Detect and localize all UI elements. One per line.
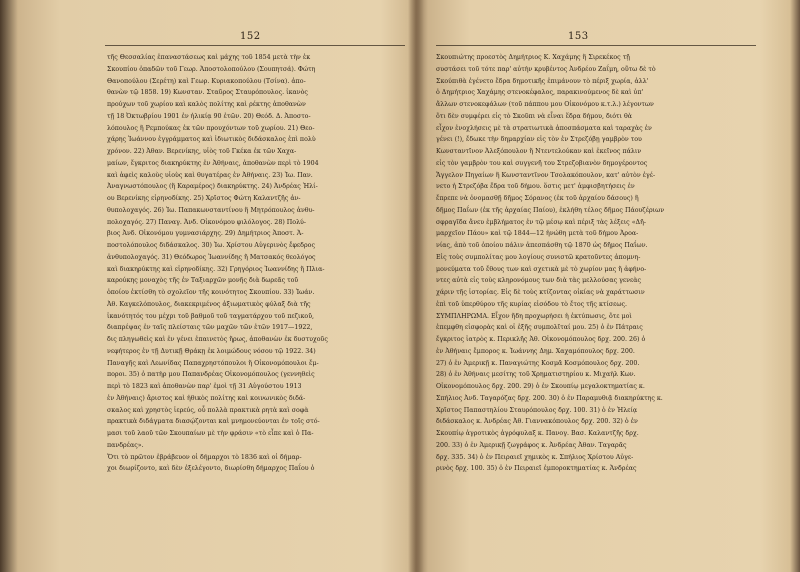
text-line: πανδρέας». — [107, 441, 144, 449]
text-line: δρχ. 335. 34) ὁ ἐν Πειραιεῖ χημικὸς κ. Σπήλιος Χρίστου Αὐγε- — [436, 453, 634, 461]
text-line: δις πληγωθεὶς καὶ ἐν γένει ἐπαινετὸς ἥρως, ἀποθανὼν ἐκ δυστυχοῦς — [107, 336, 328, 343]
text-line: Ἀναγνωστόπουλος (ἢ Καραμέρος) διακηρύκτης. 24) Ἀνδρέας Ἠλί- — [107, 183, 318, 191]
text-line: θυπολοχαγός. 26) Ἰω. Παπακωνσταντίνου ἢ Μητρόπουλος ἀνθυ- — [107, 206, 315, 214]
text-line: ντες αὐτὰ εἰς τοὺς κληρονόμους των διὰ τὰς μελλούσας γενεὰς — [436, 277, 642, 285]
text-line: δῆμος Παΐων (ἐκ τῆς ἀρχαίας Παίου), ἐκλήθη τέλος δῆμος Πάουζέριων — [436, 206, 665, 214]
header-rule — [105, 45, 405, 46]
text-line: 27) ὁ ἐν Ἀμερικῇ κ. Παναγιώτης Κοσμᾶ Κοσμόπουλος δρχ. 200. — [436, 359, 640, 367]
text-line: μαρχεῖον Πάου» καὶ τῷ 1844—12 ἠνώθη μετὰ τοῦ δήμου Ἀροα- — [436, 230, 639, 238]
text-line: νεφήτερος ἐν τῇ Δυτικῇ Θράκῃ ἐκ λοιμώδους νόσου τῷ 1922. 34) — [107, 347, 316, 355]
text-line: ΣΥΜΠΛΗΡΩΜΑ. Εἶχον ἤδη προχωρήσει ἡ ἐκτύπωσις, ὅτε μοὶ — [436, 312, 632, 320]
text-line: εἶχον ἐνοχλήσεις μὲ τὰ στρατιωτικὰ ἀποσπάσματα καὶ ταραχὰς ἐν — [436, 124, 652, 132]
text-line: Ὅτι τὸ πρῶτον ἐβράβευον οἱ δήμαρχοι τὸ 1836 καὶ οἱ δήμαρ- — [107, 453, 302, 461]
text-line: ποροι. 35) ὁ πατὴρ μου Παπανδρέας Οἰκονομόπουλος (γεννηθεὶς — [107, 371, 315, 379]
text-line: ὁποίου ἐκτίσθη τὸ σχολεῖον τῆς κοινότητος Σκουπίου. 33) Ἰωάν. — [107, 289, 315, 296]
text-line: Σκουπίου ὁπαδῶν τοῦ Γεωρ. Ἀποστολοπούλου (Σουπητσά). Φώτη — [107, 65, 316, 73]
text-line: 200. 33) ὁ ἐν Ἀμερικῇ ζωγράφος κ. Ἀνδρέας Ἀθαν. Ταγαρᾶς — [436, 441, 627, 449]
text-line: ἄλλων στενοκεφάλων (τοῦ πάππου μου Οἰκονόμου κ.τ.λ.) λέγοντων — [436, 101, 654, 108]
right-page — [428, 0, 768, 572]
text-line: Ἄγγελον Πηγαίων ἢ Κωνσταντῖνον Τσολακόπουλον, κατ' αὐτὸν ἐγέ- — [436, 171, 656, 179]
text-line: καὶ ἀφεὶς καλοὺς υἱοὺς καὶ θυγατέρας ἐν Ἀθήναις. 23) Ἰω. Παν. — [107, 171, 313, 179]
text-line: ἀνθυπολοχαγός. 31) Θεόδωρος Ἰωαννίδης ἢ Ματσακός θεολόγος — [107, 253, 316, 261]
text-line: ἐν Ἀθήναις) ἄριστος καὶ ἠθικὸς πολίτης καὶ κοινωνικὸς διδά- — [107, 394, 306, 402]
text-line: διδάσκαλος κ. Ἀνδρέας Ἀθ. Γιαννακόπουλος δρχ. 200. 32) ὁ ἐν — [436, 418, 638, 426]
text-line: ἐν Ἀθήναις ἔμπορος κ. Ἰωάννης Δημ. Χαχαμόπουλος δρχ. 200. — [436, 347, 635, 355]
text-line: μαίων, ἔγκριτος διακηρύκτης ἐν Ἀθήναις, ἀποθανὼν περὶ τὸ 1904 — [107, 159, 319, 167]
text-line: ἱκανότητός του μέχρι τοῦ βαθμοῦ τοῦ ταγματάρχου τοῦ πεζικοῦ, — [107, 312, 315, 320]
text-line: Χρῖστος Παπαστηλίου Σταυρόπουλος δρχ. 100. 31) ὁ ἐν Ἠλείᾳ — [436, 406, 638, 414]
text-line: Σκούπιθὰ ἐγένετο ἕδρα δημοτικῆς ἐπιμάνουν τὸ πέριξ χωρία, ἀλλ' — [436, 77, 649, 85]
text-line: γένει (!), ἔδωκε τὴν δημαρχίαν εἰς τὸν ἐν Στρεζόβῃ γαμβρὸν του — [436, 136, 642, 144]
text-line: Ἀθ. Καγκελόπουλος, διακεκριμένος ἀξιωματικὸς φύλαξ διὰ τῆς — [107, 300, 311, 308]
text-line: ἐπὶ τοῦ ὑπερθύρου τῆς κυρίας εἰσόδου τὸ ἔτος τῆς κτίσεως. — [436, 300, 628, 308]
text-line: νίας, ἀπὸ τοῦ ὁποίου πάλιν ἀπεσπάσθη τῷ 1870 ὡς δῆμος Παΐων. — [436, 242, 648, 249]
text-line: ἔπρεπε νὰ ὀνομασθῇ δῆμος Σόρανος (ἐκ τοῦ ἀρχαίου δάσους) ἢ — [436, 195, 639, 202]
text-line: Εἰς τοὺς συμπολίτας μου λογίους συνιστῶ κρατοῦντες ἀπομνη- — [436, 253, 641, 261]
page-number: 153 — [568, 31, 589, 42]
text-line: πρακτικὰ διδάγματα διασῴζονται καὶ μνημονεύονται ἐν τοῖς στό- — [107, 418, 320, 426]
text-line: λόπουλος ἢ Ρεμπούκας ἐκ τῶν προυχόντων τοῦ χωρίου. 21) Θεο- — [107, 124, 315, 132]
text-line: Οἰκονομόπουλος δρχ. 200. 29) ὁ ἐν Σκουπίῳ μεγαλοκτηματίας κ. — [436, 383, 645, 390]
left-page — [95, 0, 415, 572]
text-line: ρινὸς δρχ. 100. 35) ὁ ἐν Πειραιεῖ ἐμποροκτηματίας κ. Ἀνδρέας — [436, 465, 637, 473]
text-line: θανὼν τῷ 1858. 19) Κωνσταν. Σταῦρος Σταυρόπουλος. ἱκανὸς — [107, 89, 308, 97]
text-line: νετο ἡ Στρεζόβα ἕδρα τοῦ δήμου. ὅστις μετ' ἀμφισβητήσεις ἐν — [436, 183, 635, 191]
text-line: περὶ τὸ 1823 καὶ ἀποθανὼν παρ' ἐμοὶ τῇ 31 Αὐγούστου 1913 — [107, 383, 302, 390]
text-line: τῆς Θεσσαλίας ἐπαναστάσεως καὶ μάχης τοῦ 1854 μετὰ τὴν ἐκ — [107, 54, 311, 61]
text-line: πολοχαγός. 27) Παναγ. Ἀνδ. Οἰκονόμου φιλόλογος. 28) Πολύ- — [107, 218, 307, 226]
text-line: ἔγκριτος ἰατρὸς κ. Περικλῆς Ἀθ. Οἰκονομόπουλος δρχ. 200. 26) ὁ — [436, 336, 646, 343]
text-line: Κωνσταντῖνον Ἀλεξόπουλον ἢ Ντεντελούκαν καὶ ἐκεῖνος πάλιν — [436, 148, 642, 155]
text-line: Σπήλιος Ἀνδ. Ταγαρόζας δρχ. 200. 30) ὁ ἐν Παραμυθιᾷ διακηρύκτης κ. — [436, 394, 663, 402]
text-line: Παναγῆς καὶ Λεωνίδας Παπαχρηστόπουλοι ἢ Οἰκονομόπουλοι ἔμ- — [107, 359, 319, 367]
text-line: σκαλος καὶ χρηστὸς ἱερεύς, οὗ πολλὰ πρακτικὰ ρητὰ καὶ σοφὰ — [107, 406, 309, 414]
text-line: συστάσει τοῦ τότε παρ' αὐτὴν κρυβέντος Ἀνδρέου Ζαΐμη, οὕτω δὲ τὸ — [436, 65, 656, 73]
text-line: μονεύματα τοῦ ἔθους των καὶ σχετικὰ μὲ τὸ χωρίον μας ἢ ἀφήνο- — [436, 265, 647, 273]
text-line: χρόνον. 22) Ἀθαν. Βερενίκης, υἱὸς τοῦ Γκέκα ἐκ τῶν Χαχα- — [107, 148, 297, 155]
text-line: ἐπεμφθη εἰσφορὰς καὶ οἱ ἑξῆς συμπολῖταί μου. 25) ὁ ἐν Πάτραις — [436, 324, 643, 332]
text-line: Σκουπιώτης προεστὸς Δημήτριος Κ. Χαχάμης ἢ Σιρεκέκος τῇ — [436, 54, 630, 61]
text-line: καρούκης μοναχὸς τῆς ἐν Ταξιαρχῶν μονῆς διὰ δωρεᾶς τοῦ — [107, 277, 299, 285]
header-rule — [436, 45, 756, 46]
text-line: ου Βερενίκης εἰρηνοδίκης. 25) Χρῖστος Φώτη Καλαντζῆς ἀν- — [107, 195, 301, 202]
text-line: τῇ 18 Ὀκτωβρίου 1901 ἐν ἡλικίᾳ 90 ἐτῶν. 20) Θεόδ. Δ. Ἀποστο- — [107, 112, 311, 120]
text-line: Σκουπίῳ ἀγροτικὸς ἀγρόφυλαξ κ. Πανογ. Βασ. Καλαντζῆς δρχ. — [436, 430, 639, 437]
text-line: χάριν τῆς ἱστορίας. Εἰς δὲ τοὺς κτίζοντας οἰκίας νὰ χαράττωσιν — [436, 289, 645, 296]
text-line: προύχων τοῦ χωρίου καὶ καλὸς πολίτης καὶ ρέκτης ἀποθανὼν — [107, 101, 306, 108]
text-line: 28) ὁ ἐν Ἀθήναις μεσίτης τοῦ Χρηματιστηρίου κ. Μιχαὴλ Κων. — [436, 371, 636, 379]
text-line: εἰς τὸν γαμβρὸν του καὶ συγγενῆ του Στρεζοβιανὸν δημογέροντος — [436, 159, 648, 167]
text-line: χοι διωρίζοντο, καὶ δὲν ἐξελέγοντο, διωρίσθη δήμαρχος Παΐου ὁ — [107, 465, 315, 473]
text-line: ὅτι δὲν συμφέρει εἰς τὸ Σκοῦπι νὰ εἶναι ἕδρα δήμου, διότι θὰ — [436, 112, 633, 120]
text-line: Θανοπούλου (Σερέτη) καὶ Γεωρ. Κυριακοπούλου (Τσίνα). ἀπο- — [107, 77, 306, 85]
text-line: βιος Ἀνδ. Οἰκονόμου γυμνασιάρχης. 29) Δημήτριος Ἀποστ. Ἀ- — [107, 230, 304, 238]
page-text — [107, 52, 405, 475]
text-line: μασι τοῦ λαοῦ τῶν Σκουπαίων μὲ τὴν φράσιν «τὸ εἶπε καὶ ὁ Πα- — [107, 430, 314, 437]
text-line: καὶ διακηρύκτης καὶ εἰρηνοδίκης. 32) Γρηγόριος Ἰωαννίδης ἢ Πλια- — [107, 265, 325, 273]
text-line: χάρης Ἰωάννου ἐγγράμματος καὶ ἰδιωτικὸς διδάσκαλος ἐπὶ πολὺ — [107, 136, 316, 144]
text-line: ποστολόπουλος διδάσκαλος. 30) Ἰω. Χρίστου Αὐγερινὸς ἔφεδρος — [107, 242, 315, 249]
book-gutter — [408, 0, 428, 572]
text-line: διαπρέψας ἐν ταῖς πλείσταις τῶν μαχῶν τῶν ἐτῶν 1917—1922, — [107, 324, 313, 332]
page-number: 152 — [240, 31, 261, 42]
page-text — [436, 52, 758, 475]
text-line: ὁ Δημήτριος Χαχάμης στενοκέφαλος, παρακινούμενος δὲ καὶ ὑπ' — [436, 89, 644, 97]
text-line: σφραγῖδα ἄνευ ἐμβλήματος ἐν τῷ μέσῳ καὶ πέριξ τὰς λέξεις «Δῆ- — [436, 218, 646, 226]
